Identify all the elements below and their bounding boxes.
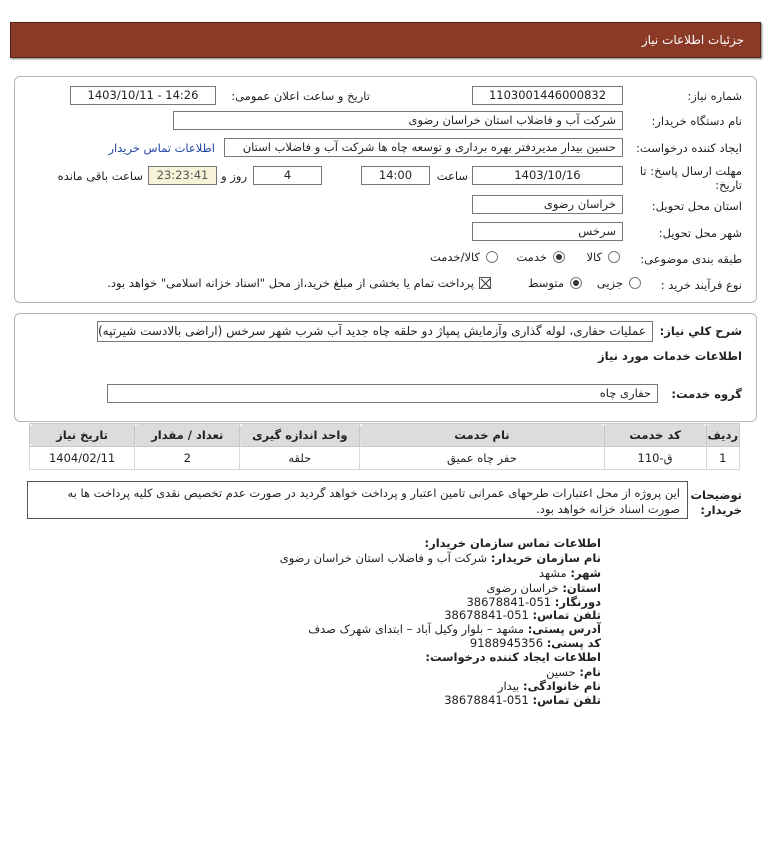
category-service-label: خدمت xyxy=(516,250,547,264)
cell-qty: 2 xyxy=(135,447,240,470)
contact-heading: اطلاعات تماس سازمان خریدار: xyxy=(424,536,601,550)
process-medium-radio[interactable] xyxy=(570,277,582,289)
summary-label: شرح کلي نياز: xyxy=(659,324,742,338)
cell-name: حفر چاه عمیق xyxy=(360,447,604,470)
remaining-days-field[interactable]: 4 xyxy=(253,166,322,185)
category-label: طبقه بندی موضوعی: xyxy=(640,252,742,266)
need-number-label: شماره نیاز: xyxy=(687,89,742,103)
buyer-contact-link[interactable]: اطلاعات تماس خریدار xyxy=(108,141,215,155)
days-label: روز و xyxy=(221,169,247,183)
contact-postal: کد پستی: 9188945356 xyxy=(469,636,601,650)
service-group-field[interactable]: حفاری چاه xyxy=(107,384,658,403)
process-minor-label: جزیی xyxy=(596,276,623,290)
process-label: نوع فرآیند خرید : xyxy=(660,278,742,292)
page-title: جزئیات اطلاعات نیاز xyxy=(641,33,744,47)
treasury-payment-checkbox[interactable] xyxy=(479,277,491,289)
col-qty: تعداد / مقدار xyxy=(135,424,240,447)
process-minor-radio[interactable] xyxy=(629,277,641,289)
col-row: ردیف xyxy=(706,424,740,447)
creator-phone: تلفن تماس: 051-38678841 xyxy=(444,693,601,707)
cell-unit: حلقه xyxy=(240,447,360,470)
creator-name: نام: حسین xyxy=(546,665,601,679)
category-goods-service-label: کالا/خدمت xyxy=(429,250,480,264)
creator-family: نام خانوادگی: بیدار xyxy=(497,679,601,693)
remaining-label: ساعت باقی مانده xyxy=(57,169,143,183)
service-group-label: گروه خدمت: xyxy=(671,387,742,401)
contact-city: شهر: مشهد xyxy=(538,566,601,580)
col-date: تاریخ نیاز xyxy=(30,424,135,447)
payment-note: پرداخت تمام یا بخشی از مبلغ خرید،از محل "اسناد خزانه اسلامی" خواهد بود. xyxy=(107,276,474,290)
process-medium-label: متوسط xyxy=(527,276,564,290)
category-goods-radio[interactable] xyxy=(608,251,620,263)
category-goods-label: کالا xyxy=(586,250,602,264)
col-code: کد خدمت xyxy=(604,424,706,447)
contact-address: آدرس پستی: مشهد – بلوار وکیل آباد – ابتدای شهرک صدف xyxy=(308,622,601,636)
cell-code: ق-110 xyxy=(604,447,706,470)
creator-label: ایجاد کننده درخواست: xyxy=(636,141,742,155)
announce-field[interactable]: 1403/10/11 - 14:26 xyxy=(70,86,216,105)
buyer-notes-label-2: خریدار: xyxy=(700,503,742,517)
deadline-label: مهلت ارسال پاسخ: تا xyxy=(639,164,742,178)
announce-label: تاریخ و ساعت اعلان عمومی: xyxy=(231,89,370,103)
contact-org: نام سازمان خریدار: شرکت آب و فاضلاب استان خراسان رضوی xyxy=(279,551,601,565)
buyer-org-label: نام دستگاه خریدار: xyxy=(651,114,742,128)
col-unit: واحد اندازه گیری xyxy=(240,424,360,447)
category-goods-service-radio[interactable] xyxy=(486,251,498,263)
remaining-time-field: 23:23:41 xyxy=(148,166,217,185)
city-label: شهر محل تحویل: xyxy=(658,226,742,240)
cell-date: 1404/02/11 xyxy=(30,447,135,470)
col-name: نام خدمت xyxy=(360,424,604,447)
province-label: استان محل تحویل: xyxy=(651,199,742,213)
creator-field[interactable]: حسین بیدار مدیردفتر بهره برداری و توسعه چاه ها شرکت آب و فاضلاب استان xyxy=(224,138,623,157)
deadline-time-field[interactable]: 14:00 xyxy=(361,166,430,185)
category-service-radio[interactable] xyxy=(553,251,565,263)
services-section-title: اطلاعات خدمات مورد نیاز xyxy=(598,349,742,363)
summary-field[interactable]: عملیات حفاری، لوله گذاری وآزمایش پمپاژ دو حلقه چاه جدید آب شرب شهر سرخس (اراضی بالادست شیرتپه) xyxy=(97,321,653,342)
cell-row: 1 xyxy=(706,447,740,470)
table-row[interactable] xyxy=(30,447,740,470)
need-number-field[interactable]: 1103001446000832 xyxy=(472,86,623,105)
deadline-time-label: ساعت xyxy=(436,169,468,183)
page-title-bar xyxy=(10,22,761,58)
services-table xyxy=(29,423,740,470)
contact-phone: تلفن تماس: 051-38678841 xyxy=(444,608,601,622)
contact-fax: دورنگار: 051-38678841 xyxy=(466,595,601,609)
creator-heading: اطلاعات ایجاد کننده درخواست: xyxy=(425,650,601,664)
city-field[interactable]: سرخس xyxy=(472,222,623,241)
province-field[interactable]: خراسان رضوی xyxy=(472,195,623,214)
buyer-notes-box: این پروژه از محل اعتبارات طرحهای عمرانی تامین اعتبار و پرداخت خواهد گردید در صورت عدم تخصیص نقدی کلیه پرداخت ها به صورت اسناد خزانه خواهد بود. xyxy=(27,481,688,519)
buyer-notes-label: توضیحات xyxy=(690,488,742,502)
buyer-org-field[interactable]: شرکت آب و فاضلاب استان خراسان رضوی xyxy=(173,111,623,130)
deadline-date-field[interactable]: 1403/10/16 xyxy=(472,166,623,185)
deadline-label-date: تاریخ: xyxy=(715,178,742,192)
contact-province: استان: خراسان رضوی xyxy=(486,581,601,595)
